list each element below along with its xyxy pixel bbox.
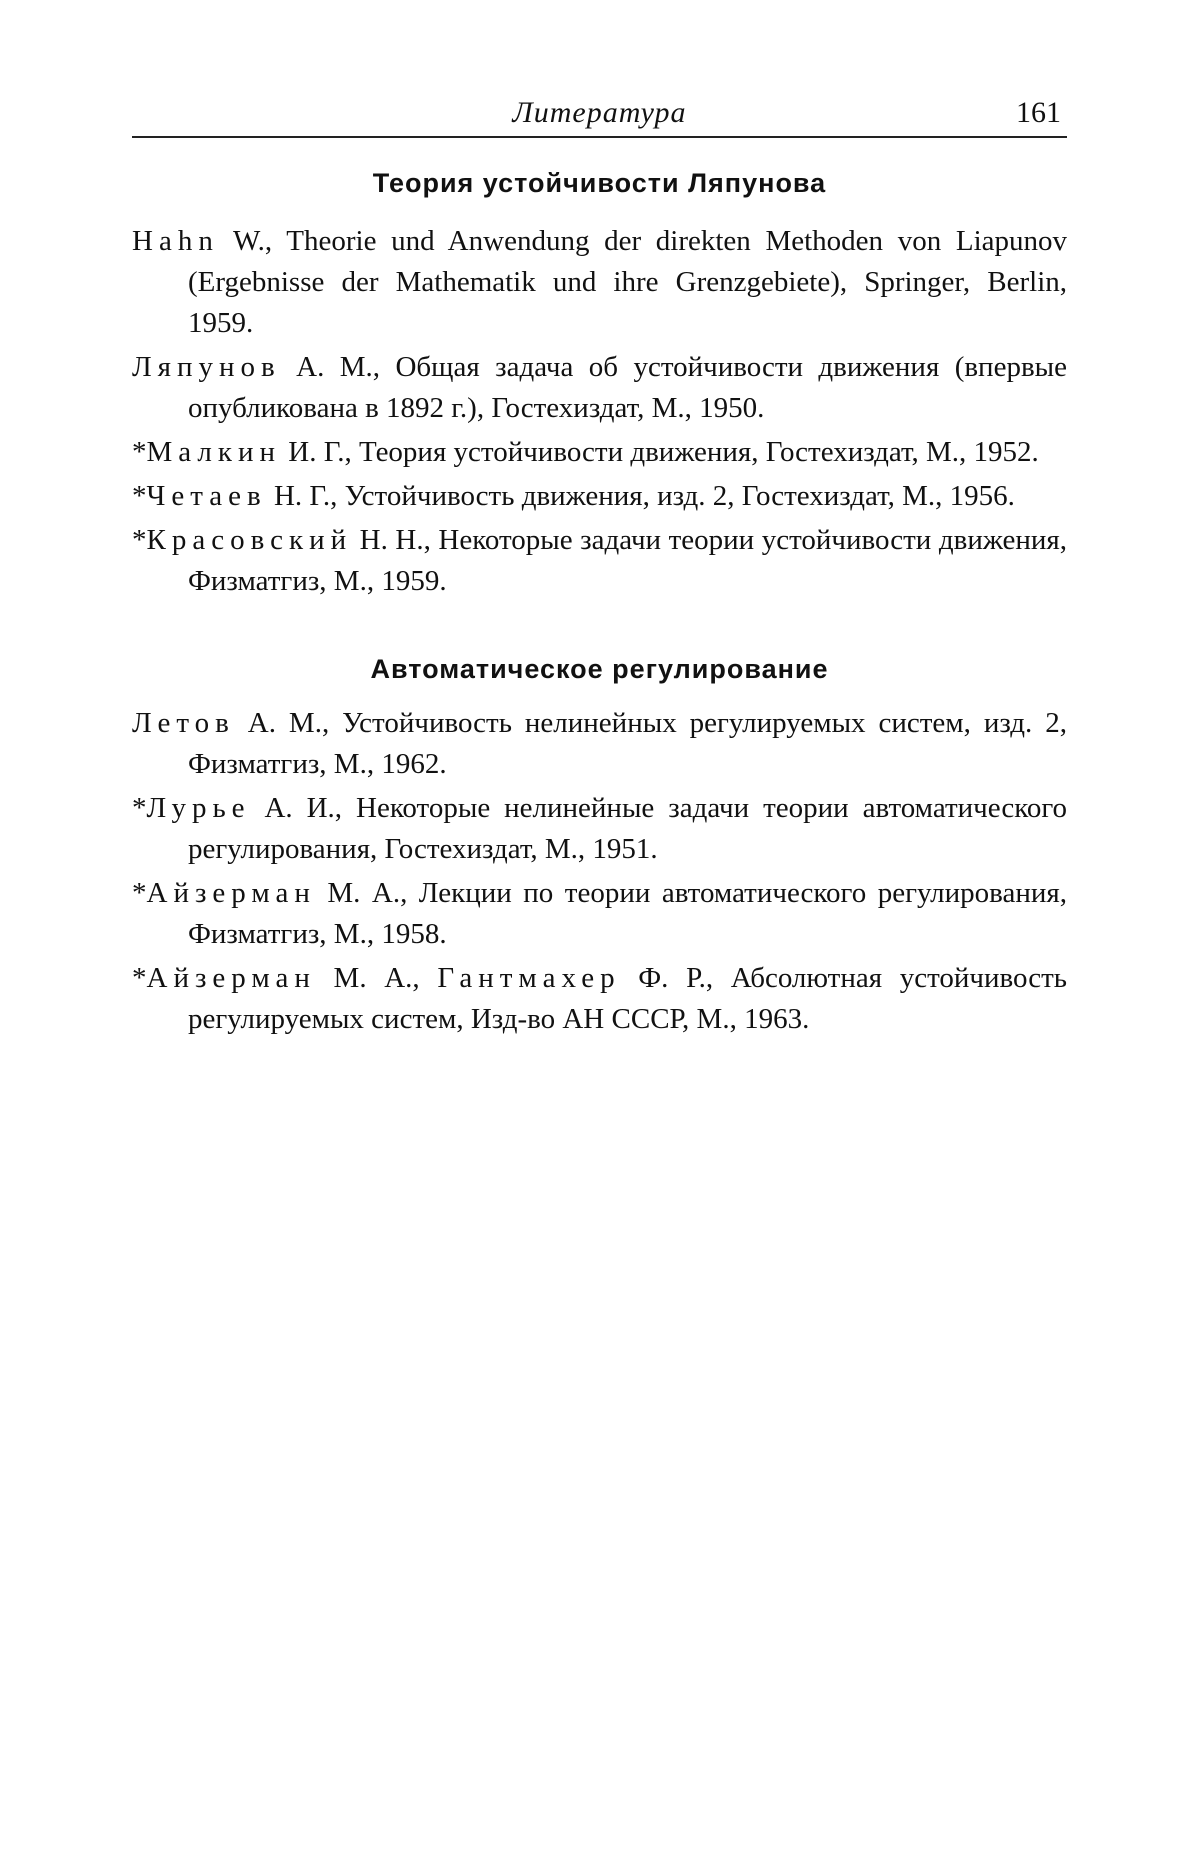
reference-text: А. М., Устойчивость нелинейных регулируемых систем, изд. 2, Физматгиз, М., 1962. (188, 707, 1067, 780)
reference-star: * (132, 877, 147, 909)
reference-text: Ф. Р., Абсолютная устойчивость регулируемых систем, Изд-во АН СССР, М., 1963. (188, 962, 1068, 1035)
reference-text: М. А., Лекции по теории автоматического регулирования, Физматгиз, М., 1958. (188, 877, 1067, 950)
reference-text: W., Theorie und Anwendung der direkten Methoden von Liapunov (Ergebnisse der Mathematik und ihre Grenzgebiete), Springer, Berlin, 1959. (188, 225, 1067, 339)
reference-author: Летов (132, 707, 235, 739)
reference-item (132, 432, 1067, 473)
reference-item (132, 476, 1067, 517)
section-lyapunov-stability (132, 168, 1067, 602)
book-page (132, 92, 1067, 1043)
reference-author: Четаев (146, 480, 267, 512)
reference-star: * (132, 962, 147, 994)
section-heading: Теория устойчивости Ляпунова (372, 168, 827, 198)
reference-item (132, 520, 1067, 602)
reference-item (132, 221, 1067, 344)
reference-item (132, 703, 1067, 785)
reference-item (132, 873, 1067, 955)
reference-item (132, 788, 1067, 870)
reference-text: М. А., (315, 962, 438, 994)
reference-author: Малкин (146, 436, 282, 468)
reference-author: Hahn (132, 225, 219, 257)
reference-item (132, 958, 1067, 1040)
reference-author: Красовский (146, 524, 353, 556)
reference-coauthor: Гантмахер (437, 962, 621, 994)
reference-star: * (132, 480, 147, 512)
reference-author: Айзерман (146, 962, 316, 994)
reference-list (132, 703, 1067, 1040)
reference-item (132, 347, 1067, 429)
reference-star: * (132, 792, 147, 824)
reference-text: Н. Г., Устойчивость движения, изд. 2, Гостехиздат, М., 1956. (266, 480, 1015, 512)
reference-star: * (132, 436, 147, 468)
reference-star: * (132, 524, 147, 556)
reference-author: Лурье (146, 792, 251, 824)
reference-text: И. Г., Теория устойчивости движения, Гостехиздат, М., 1952. (281, 436, 1039, 468)
page-number: 161 (1016, 96, 1061, 129)
reference-author: Айзерман (146, 877, 316, 909)
running-title: Литература (512, 96, 687, 129)
reference-text: Н. Н., Некоторые задачи теории устойчивости движения, Физматгиз, М., 1959. (188, 524, 1067, 597)
running-head (132, 92, 1067, 138)
reference-text: А. И., Некоторые нелинейные задачи теории автоматического регулирования, Гостехиздат, М., 1951. (188, 792, 1067, 865)
reference-author: Ляпунов (132, 351, 281, 383)
reference-text: А. М., Общая задача об устойчивости движения (впервые опубликована в 1892 г.), Гостехиздат, М., 1950. (188, 351, 1067, 424)
section-heading: Автоматическое регулирование (370, 654, 829, 684)
section-automatic-control (132, 654, 1067, 1040)
reference-list (132, 221, 1067, 602)
